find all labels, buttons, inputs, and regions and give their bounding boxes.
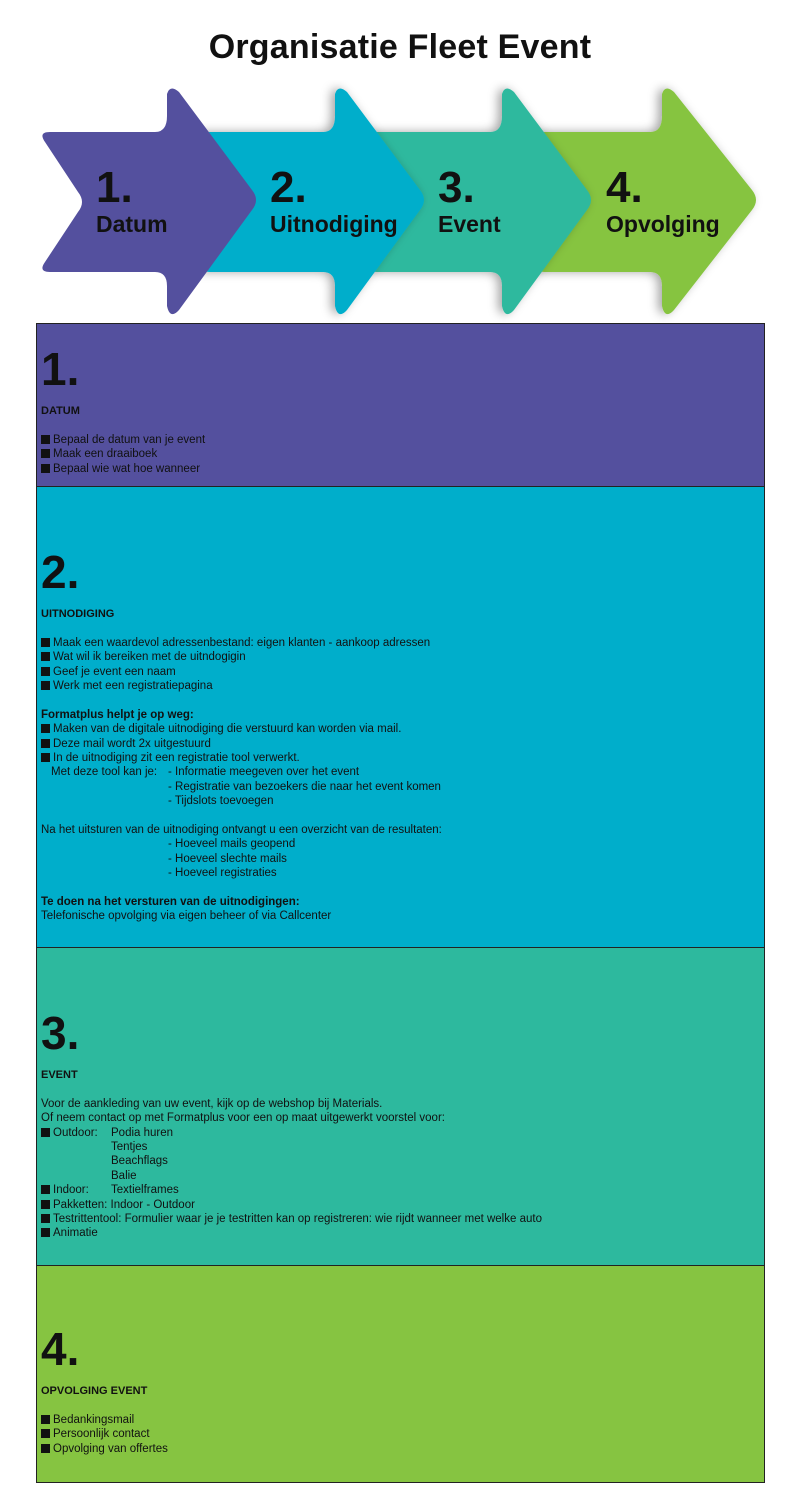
- list-item: - Hoeveel registraties: [168, 867, 277, 880]
- bullet-square-icon: [41, 435, 50, 444]
- list-item: Textielframes: [111, 1184, 179, 1197]
- list-item: Maak een draaiboek: [41, 447, 764, 461]
- event-intro-1: Voor de aankleding van uw event, kijk op de webshop bij Materials.: [41, 1097, 383, 1110]
- followup-text: Telefonische opvolging via eigen beheer of via Callcenter: [41, 910, 332, 923]
- step-4-label: [606, 163, 720, 238]
- section-uitnodiging-heading: UITNODIGING: [41, 608, 115, 620]
- list-item: Balie: [111, 1169, 137, 1182]
- list-item: - Registratie van bezoekers die naar het event komen: [168, 780, 441, 793]
- indoor-label: Indoor:: [53, 1184, 89, 1197]
- bullet-square-icon: [41, 1429, 50, 1438]
- list-item: Testrittentool: Formulier waar je je testritten kan op registreren: wie rijdt wanneer met welke auto: [41, 1212, 764, 1226]
- list-item: Maken van de digitale uitnodiging die verstuurd kan worden via mail.: [41, 722, 764, 736]
- section-datum-number: 1.: [41, 343, 80, 395]
- step-2-label: [270, 163, 398, 238]
- indoor-label-wrap: [41, 1183, 89, 1197]
- bullet-square-icon: [41, 1444, 50, 1453]
- bullet-square-icon: [41, 681, 50, 690]
- event-intro-2: Of neem contact op met Formatplus voor een op maat uitgewerkt voorstel voor:: [41, 1112, 445, 1125]
- step-3-label: [438, 163, 501, 238]
- page-title: Organisatie Fleet Event: [208, 28, 592, 66]
- step-4-number: 4.: [606, 163, 643, 212]
- bullet-square-icon: [41, 1228, 50, 1237]
- results-intro: Na het uitsturen van de uitnodiging ontvangt u een overzicht van de resultaten:: [41, 824, 442, 837]
- list-item: Animatie: [41, 1226, 764, 1240]
- list-item: - Hoeveel mails geopend: [168, 838, 296, 851]
- bullet-square-icon: [41, 753, 50, 762]
- list-item: Maak een waardevol adressenbestand: eigen klanten - aankoop adressen: [41, 636, 764, 650]
- step-2-title: Uitnodiging: [270, 211, 398, 237]
- step-1-title: Datum: [96, 211, 168, 237]
- list-item: Opvolging van offertes: [41, 1442, 764, 1456]
- section-event-heading: EVENT: [41, 1069, 78, 1081]
- list-item: - Tijdslots toevoegen: [168, 795, 274, 808]
- step-1-label: [96, 163, 168, 238]
- step-2-number: 2.: [270, 163, 307, 212]
- list-item: - Informatie meegeven over het event: [168, 766, 360, 779]
- list-item: Geef je event een naam: [41, 665, 764, 679]
- list-item: Pakketten: Indoor - Outdoor: [41, 1198, 764, 1212]
- section-datum-heading: DATUM: [41, 405, 80, 417]
- tool-intro: Met deze tool kan je:: [51, 766, 158, 779]
- section-opvolging: [36, 1265, 765, 1483]
- bullet-square-icon: [41, 638, 50, 647]
- list-item: - Hoeveel slechte mails: [168, 852, 287, 865]
- section-uitnodiging: [36, 486, 765, 948]
- list-item: Deze mail wordt 2x uitgestuurd: [41, 737, 764, 751]
- outdoor-list: [41, 1126, 764, 1198]
- step-3-title: Event: [438, 211, 501, 237]
- bullet-square-icon: [41, 464, 50, 473]
- step-4-title: Opvolging: [606, 211, 720, 237]
- tool-list: [41, 765, 764, 808]
- step-3-number: 3.: [438, 163, 475, 212]
- list-item: In de uitnodiging zit een registratie tool verwerkt.: [41, 751, 764, 765]
- bullet-square-icon: [41, 652, 50, 661]
- bullet-square-icon: [41, 1185, 50, 1194]
- bullet-square-icon: [41, 449, 50, 458]
- list-item: Bedankingsmail: [41, 1413, 764, 1427]
- section-opvolging-number: 4.: [41, 1323, 80, 1375]
- list-item: Bepaal wie wat hoe wanneer: [41, 462, 764, 476]
- bullet-square-icon: [41, 667, 50, 676]
- section-uitnodiging-number: 2.: [41, 546, 80, 598]
- list-item: Podia huren: [111, 1126, 174, 1139]
- list-item: Wat wil ik bereiken met de uitndogigin: [41, 650, 764, 664]
- bullet-square-icon: [41, 1128, 50, 1137]
- bullet-square-icon: [41, 1200, 50, 1209]
- section-opvolging-heading: OPVOLGING EVENT: [41, 1385, 148, 1397]
- bullet-square-icon: [41, 1415, 50, 1424]
- followup-heading: Te doen na het versturen van de uitnodigingen:: [41, 896, 300, 909]
- section-datum: [36, 323, 765, 487]
- section-event: [36, 947, 765, 1266]
- list-item: Werk met een registratiepagina: [41, 679, 764, 693]
- bullet-square-icon: [41, 739, 50, 748]
- step-1-number: 1.: [96, 163, 133, 212]
- section-event-number: 3.: [41, 1007, 80, 1059]
- bullet-square-icon: [41, 1214, 50, 1223]
- list-item: Tentjes: [111, 1141, 148, 1153]
- outdoor-label: Outdoor:: [53, 1126, 98, 1139]
- list-item: Persoonlijk contact: [41, 1427, 764, 1441]
- help-heading: Formatplus helpt je op weg:: [41, 708, 194, 721]
- list-item: Bepaal de datum van je event: [41, 433, 764, 447]
- list-item: Beachflags: [111, 1155, 168, 1168]
- bullet-square-icon: [41, 724, 50, 733]
- outdoor-label-wrap: [41, 1126, 98, 1140]
